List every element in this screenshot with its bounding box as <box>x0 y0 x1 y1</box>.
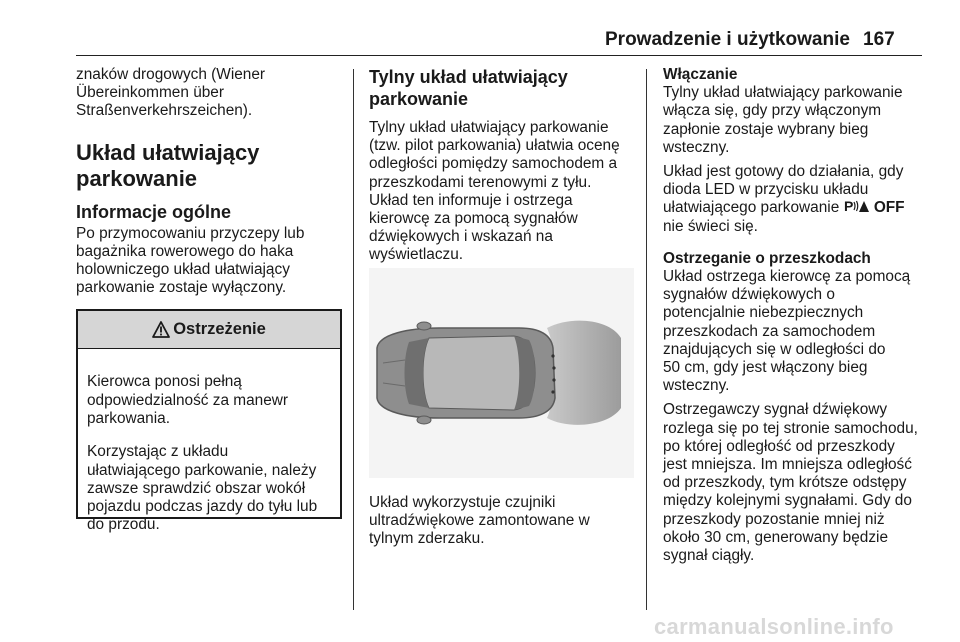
text-line: Układ ułatwiający <box>76 139 260 165</box>
page-number: 167 <box>863 29 895 50</box>
text-line: około 30 cm, generowany będzie <box>663 528 889 546</box>
text-line: zawsze sprawdzić obszar wokół <box>87 479 306 497</box>
warning-paragraph <box>87 373 332 428</box>
text-line: wsteczny. <box>663 138 730 156</box>
text-line: od przeszkody, tym krótsze odstępy <box>663 474 907 492</box>
text-line: wsteczny. <box>663 377 730 395</box>
figure-caption <box>369 494 635 549</box>
text-line <box>663 199 927 217</box>
text-line: Układ ten informuje i ostrzega <box>369 191 573 209</box>
text-line: przeszkody pozostanie mniej niż <box>663 510 885 528</box>
text-line: dźwiękowych i wskazań na <box>369 228 553 246</box>
rear-assist-paragraph <box>369 119 635 265</box>
page-header-title: Prowadzenie i użytkowanie <box>605 29 850 50</box>
warning-paragraph <box>87 443 332 534</box>
text-line: Układ wykorzystuje czujniki <box>369 494 556 511</box>
header-divider <box>76 55 922 56</box>
obstacle-warning-title: Ostrzeganie o przeszkodach <box>663 249 871 267</box>
text-line: parkowanie <box>76 165 198 191</box>
text-line: Ostrzegawczy sygnał dźwiękowy <box>663 401 888 419</box>
page-header <box>0 0 960 56</box>
text-line: parkowanie <box>369 89 469 109</box>
text-line: parkowanie zostaje wyłączony. <box>76 279 287 297</box>
rear-assist-title <box>369 66 635 110</box>
text-line: Układ ostrzega kierowcę za pomocą <box>663 268 911 286</box>
column-1 <box>76 66 342 297</box>
text-line: ultradźwiękowe zamontowane w <box>369 512 590 530</box>
text-line: kierowcę za pomocą sygnałów <box>369 210 578 228</box>
text-line: holowniczego układ ułatwiający <box>76 261 290 279</box>
text-line: przeszkodach za samochodem <box>663 322 876 340</box>
text-line: Tylny układ ułatwiający <box>369 67 568 87</box>
column-divider-2 <box>646 69 647 610</box>
activation-paragraph <box>663 84 927 157</box>
text-line: Korzystając z układu <box>87 443 229 461</box>
text-line: Tylny układ ułatwiający parkowanie <box>369 119 609 136</box>
ready-paragraph <box>663 163 927 236</box>
watermark: carmanualsonline.info <box>654 614 894 639</box>
text-line: po której odległość od przeszkody <box>663 437 895 455</box>
text-line: Übereinkommen über <box>76 84 224 102</box>
text-line: zapłonie zostaje wybrany bieg <box>663 120 869 138</box>
warning-box <box>76 309 342 534</box>
text-line: Straßenverkehrszeichen). <box>76 102 253 120</box>
obstacle-paragraph <box>663 268 927 395</box>
text-line: sygnałów dźwiękowych o <box>663 286 835 304</box>
text-line: (tzw. pilot parkowania) ułatwia ocenę <box>369 137 620 155</box>
car-sensor-illustration <box>369 268 634 478</box>
svg-text:P: P <box>843 199 853 214</box>
text-line: bagażnika rowerowego do haka <box>76 242 294 260</box>
text-line: jest mniejsza. Im mniejsza odległość <box>663 456 912 474</box>
text-line: Tylny układ ułatwiający parkowanie <box>663 84 903 102</box>
subsection-title: Informacje ogólne <box>76 201 232 222</box>
warning-triangle-icon <box>152 321 170 338</box>
text-line: odpowiedzialność za manewr <box>87 391 289 409</box>
text-line: 50 cm, gdy jest włączony bieg <box>663 359 868 377</box>
text-line: pojazdu podczas jazdy do tyłu lub <box>87 498 318 515</box>
text-line: sygnał ciągły. <box>663 547 755 565</box>
warning-title: Ostrzeżenie <box>173 320 266 338</box>
text-line: znajdujących się w odległości do <box>663 340 886 358</box>
park-assist-icon <box>844 199 870 213</box>
column-3 <box>663 66 927 565</box>
signal-paragraph <box>663 401 927 565</box>
text-line: włącza się, gdy przy włączonym <box>663 102 882 120</box>
off-label: OFF <box>873 199 905 217</box>
text-line: między kolejnymi sygnałami. Gdy do <box>663 492 912 510</box>
intro-paragraph <box>76 66 342 121</box>
warning-body <box>78 349 340 534</box>
text-line: tylnym zderzaku. <box>369 530 485 548</box>
text-line: Kierowca ponosi pełną <box>87 373 242 391</box>
text-fragment: ułatwiającego parkowanie <box>663 199 844 217</box>
column-divider-1 <box>353 69 354 610</box>
text-line: Układ jest gotowy do działania, gdy <box>663 163 904 181</box>
text-line: Po przymocowaniu przyczepy lub <box>76 224 305 242</box>
text-line: ułatwiającego parkowanie, należy <box>87 461 317 479</box>
text-line: parkowania. <box>87 409 170 427</box>
text-line: dioda LED w przycisku układu <box>663 181 869 199</box>
text-line: wyświetlaczu. <box>369 246 464 264</box>
text-line: rozlega się po tej stronie samochodu, <box>663 419 918 437</box>
activation-title: Włączanie <box>663 66 738 83</box>
general-info-paragraph <box>76 225 342 298</box>
text-line: do przodu. <box>87 516 160 534</box>
text-line: znaków drogowych (Wiener <box>76 66 266 83</box>
text-line: przeszkodami terenowymi z tyłu. <box>369 173 592 191</box>
text-line: potencjalnie niebezpiecznych <box>663 304 864 322</box>
car-top-view-image <box>369 268 634 478</box>
column-2 <box>369 66 635 265</box>
text-line: nie świeci się. <box>663 217 758 235</box>
warning-header <box>78 311 340 349</box>
section-title <box>76 140 342 192</box>
text-line: odległości pomiędzy samochodem a <box>369 155 618 173</box>
